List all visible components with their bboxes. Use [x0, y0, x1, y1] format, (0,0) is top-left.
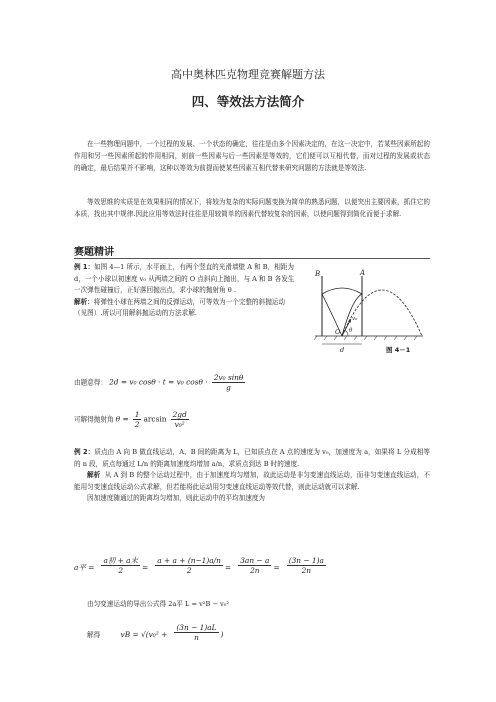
equation-1-left: 2d = v₀ cosθ · t = v₀ cosθ · [109, 377, 208, 387]
example-1-analysis: 将弹性小球在两墙之间的反弹运动，可等效为一个完整的斜抛运动（见图）.所以可用解斜抛运动的方法求解. [74, 297, 285, 318]
final-equation: 解得 vB = √(v₀² + $\frac{(3n - 1)aL}{n}$ ) [87, 623, 224, 642]
example-2 [74, 447, 430, 505]
example-1-label: 例 1： [74, 263, 95, 271]
equation-2-half: $\frac{1}{2}$ [134, 410, 140, 429]
example-2-label: 例 2： [74, 448, 95, 456]
intro-paragraph-2: 等效思维的实质是在效果相同的情况下，将较为复杂的实际问题变换为简单的熟悉问题，以便突出主要因素，抓住它的本质，找出其中规律.因此应用等效法时往往是用较简单的因素代替较复杂的因素，以使问题得到简化而便于求解. [74, 198, 430, 218]
figure-4-1 [305, 264, 430, 354]
label-o: O [335, 328, 341, 336]
section-title: 四、等效法方法简介 [191, 94, 305, 109]
equation-2 [74, 410, 191, 429]
section-divider [74, 258, 430, 259]
figure-caption: 图 4－1 [386, 346, 411, 354]
equation-1 [74, 373, 247, 392]
document-title: 高中奥林匹克物理竞赛解题方法 [171, 68, 325, 81]
example-1-text: 如图 4—1 所示，水平面上，有两个竖直的光滑墙壁 A 和 B，相距为 d，一个小球以初速度 v₀ 从两墙之间的 O 点斜向上抛出，与 A 和 B 各发生一次弹性碰撞后，正好落回抛出点，求小球的抛射角 θ . [74, 263, 295, 295]
equation-1-prefix: 由题意得： [74, 378, 107, 387]
equivalent-trajectory [342, 290, 422, 336]
section-heading: 赛题精讲 [74, 247, 114, 258]
label-theta: θ [349, 328, 353, 334]
average-acceleration-equation: a平 = $\frac{\text{a初 + a末}}{2}$ = $\frac{a + a + (n-1)a/n}{2}$ = $\frac{3an - a}{2n}$ = $\frac{(3n - 1)a}{2n}$ [74, 556, 324, 575]
label-a: A [360, 269, 366, 277]
example-2-analysis-label: 解析 [87, 471, 101, 480]
example-1 [74, 262, 296, 320]
equation-2-fraction: $\frac{2gd}{\text{v₀²}}$ [172, 410, 187, 429]
example-1-analysis-label: 解析： [74, 297, 94, 306]
label-d: d [340, 346, 345, 354]
velocity-arrowhead [348, 319, 351, 323]
bounce-trajectory [322, 288, 362, 336]
intro-paragraph-1: 在一些物理问题中，一个过程的发展、一个状态的确定，往往是由多个因素决定的，在这一决定中，若某些因素所起的作用和另一些因素所起的作用相同，则前一些因素与后一些因素是等效的，它们便可以互相代替，而对过程的发展或状态的确定，最后结果并不影响，这种以等效为前提而使某些因素互相代替来研究问题的方法就是等效法. [74, 140, 430, 172]
example-2-analysis: 从 A 到 B 的整个运动过程中，由于加速度均匀增加，故此运动是非匀变速直线运动，而非匀变速直线运动，不能用匀变速直线运动公式求解，但若能将此运动用匀变速直线运动等效代替，则此运动就可以求解. [74, 471, 430, 491]
label-v0: v₀ [352, 316, 358, 322]
equation-1-fraction [212, 373, 246, 392]
equation-1-denominator: g [226, 383, 231, 392]
derived-formula: 由匀变速运动的导出公式得 2a平 L = v²B − v₀² [87, 600, 230, 608]
equation-2-left: θ = [115, 414, 129, 424]
label-b: B [315, 270, 321, 278]
example-2-text: 质点由 A 向 B 做直线运动，A、B 间的距离为 L，已知质点在 A 点的速度为 v₀，加速度为 a，如果将 L 分成相等的 n 段，质点每通过 L/n 的距离加速度均增加 a/n，求质点到达 B 时的速度. [74, 448, 430, 468]
ground-hatch [314, 336, 417, 340]
equation-2-arcsin: arcsin [143, 414, 167, 424]
average-acceleration-intro: 因加速度随通过的距离均匀增加，则此运动中的平均加速度为 [87, 494, 266, 503]
equation-1-numerator: 2v₀ sinθ [213, 373, 244, 382]
theta-arc [345, 331, 348, 337]
equation-2-prefix: 可解得抛射角 [74, 415, 114, 424]
